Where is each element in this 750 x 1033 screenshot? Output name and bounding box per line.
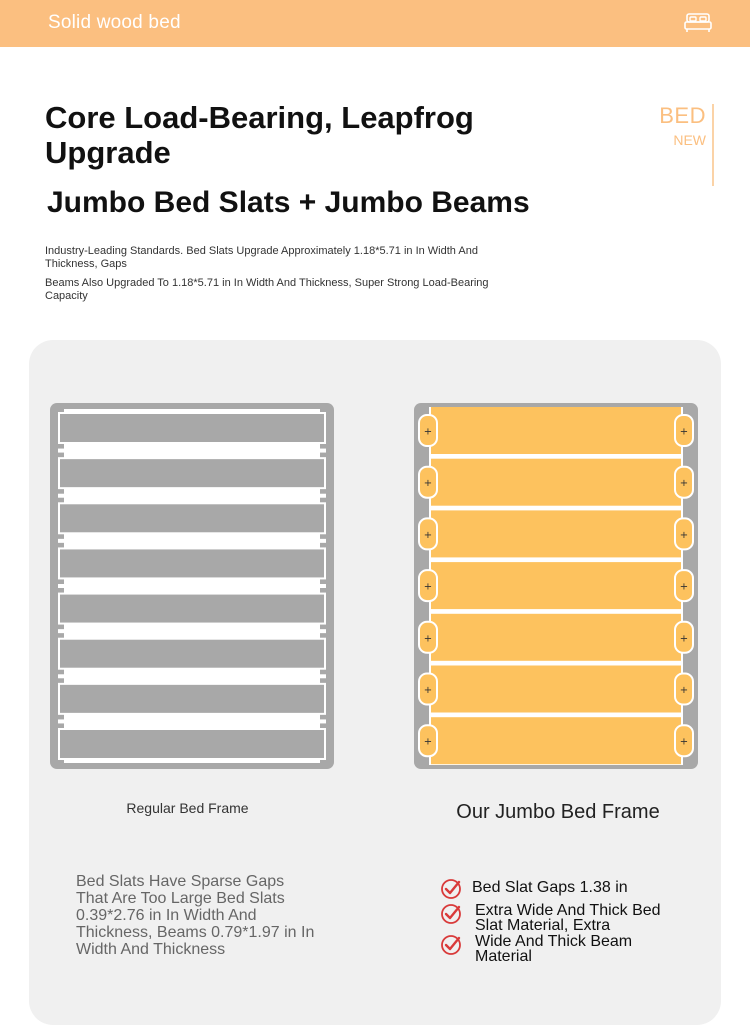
slat-notch <box>320 449 326 453</box>
banner-title: Solid wood bed <box>48 12 181 33</box>
plus-icon: + <box>679 426 689 438</box>
plus-icon: + <box>423 426 433 438</box>
brand-new: NEW <box>673 132 706 148</box>
brand-mark <box>659 104 706 149</box>
regular-slat <box>59 594 325 624</box>
feature-item <box>440 878 662 900</box>
jumbo-caption: Our Jumbo Bed Frame <box>456 801 660 823</box>
slat-notch <box>320 674 326 678</box>
brand-bed: BED <box>659 103 706 128</box>
regular-slat <box>59 729 325 759</box>
slat-notch <box>320 629 326 633</box>
regular-caption: Regular Bed Frame <box>126 800 249 816</box>
regular-slat <box>59 548 325 578</box>
plus-icon: + <box>423 581 433 593</box>
jumbo-slat <box>431 614 681 661</box>
plus-icon: + <box>679 736 689 748</box>
regular-slat <box>59 639 325 669</box>
regular-frame-illustration <box>50 403 334 769</box>
subhead: Jumbo Bed Slats + Jumbo Beams <box>47 186 530 219</box>
plus-icon: + <box>679 529 689 541</box>
jumbo-slat <box>431 717 681 764</box>
jumbo-slat <box>431 666 681 713</box>
slat-notch <box>58 719 64 723</box>
slat-notch <box>320 494 326 498</box>
slat-notch <box>58 584 64 588</box>
jumbo-slat <box>431 407 681 454</box>
description-2: Beams Also Upgraded To 1.18*5.71 in In Width And Thickness, Super Strong Load-Bearing Capacity <box>45 277 489 302</box>
feature-item <box>440 934 665 964</box>
plus-icon: + <box>679 478 689 490</box>
brand-divider <box>712 104 714 186</box>
regular-slat <box>59 413 325 443</box>
slat-notch <box>320 584 326 588</box>
jumbo-slat <box>431 510 681 557</box>
regular-slat <box>59 684 325 714</box>
plus-icon: + <box>679 633 689 645</box>
description-1: Industry-Leading Standards. Bed Slats Upgrade Approximately 1.18*5.71 in In Width And Thickness, Gaps <box>45 245 478 270</box>
slat-notch <box>58 629 64 633</box>
plus-icon: + <box>423 736 433 748</box>
regular-slat <box>59 503 325 533</box>
check-icon <box>440 903 462 925</box>
plus-icon: + <box>679 685 689 696</box>
slat-notch <box>320 539 326 543</box>
regular-description: Bed Slats Have Sparse Gaps That Are Too Large Bed Slats 0.39*2.76 in In Width And Thickness, Beams 0.79*1.97 in In Width And Thickness <box>76 873 315 958</box>
slat-notch <box>58 449 64 453</box>
jumbo-slat <box>431 459 681 506</box>
check-icon <box>440 878 462 900</box>
plus-icon: + <box>679 581 689 593</box>
bed-icon <box>684 13 712 33</box>
regular-slat <box>59 458 325 488</box>
plus-icon: + <box>423 478 433 490</box>
slat-notch <box>320 719 326 723</box>
jumbo-frame-illustration <box>414 403 698 769</box>
feature-item <box>440 903 665 933</box>
slat-notch <box>58 674 64 678</box>
plus-icon: + <box>423 633 433 645</box>
plus-icon: + <box>423 685 433 696</box>
jumbo-slat <box>431 562 681 609</box>
slat-notch <box>58 494 64 498</box>
feature-text: Bed Slat Gaps 1.38 in <box>472 879 628 896</box>
feature-text: Wide And Thick Beam Material <box>475 933 633 965</box>
feature-text: Extra Wide And Thick Bed Slat Material, Extra <box>475 902 661 934</box>
slat-notch <box>58 539 64 543</box>
headline: Core Load-Bearing, Leapfrog Upgrade <box>45 100 474 170</box>
jumbo-slats <box>419 407 693 764</box>
top-banner <box>0 0 750 47</box>
check-icon <box>440 934 462 956</box>
plus-icon: + <box>423 529 433 541</box>
